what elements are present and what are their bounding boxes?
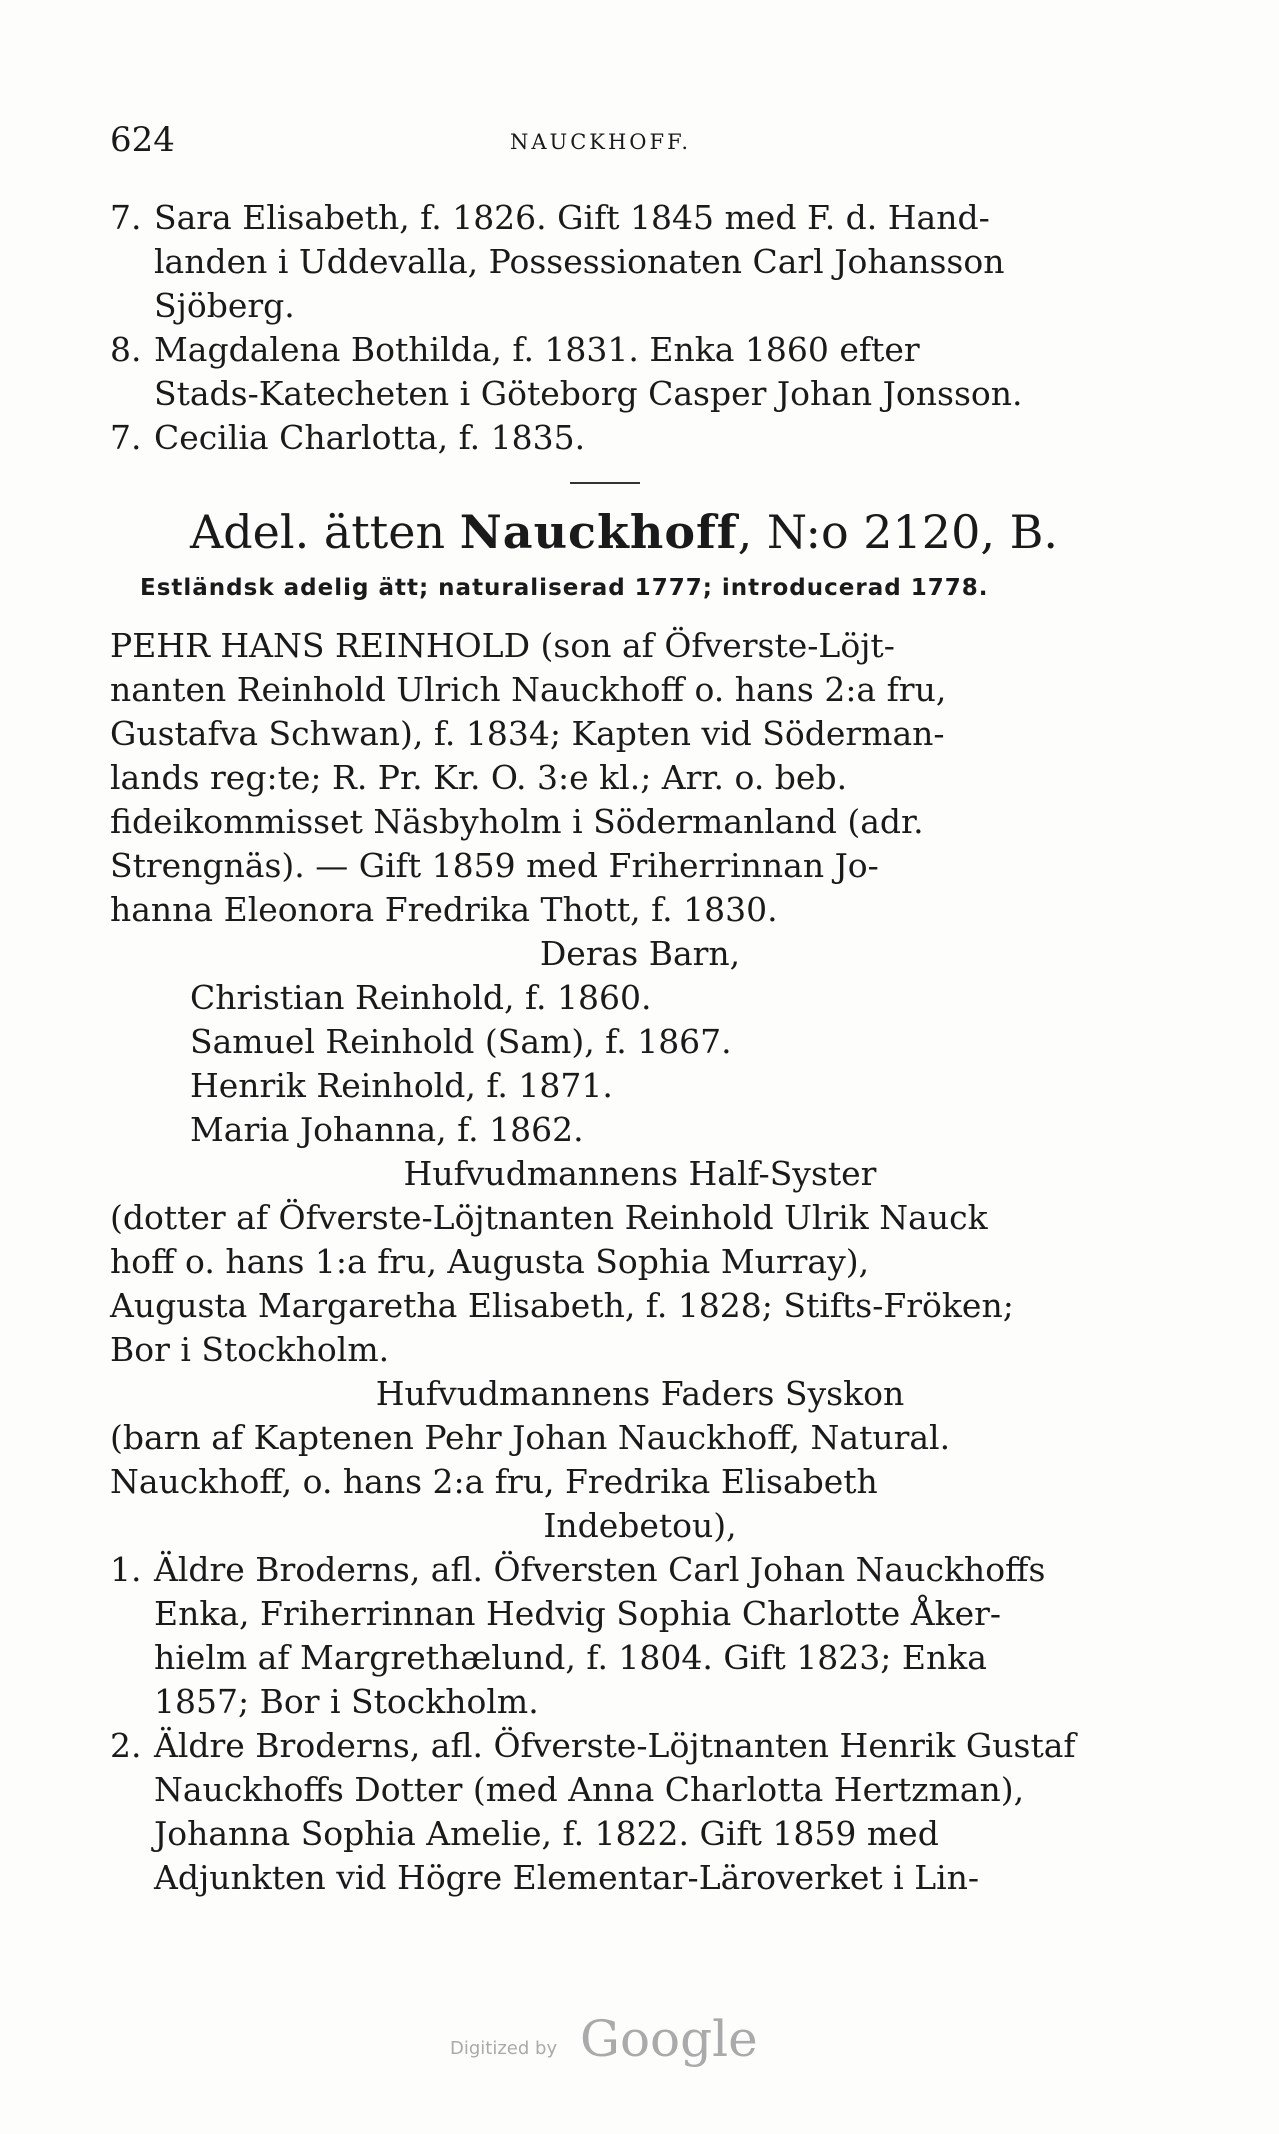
page-content [110, 196, 1170, 1900]
sibling-entry [110, 328, 1170, 416]
entry-line: hielm af Margrethælund, f. 1804. Gift 1823; Enka [154, 1638, 987, 1677]
google-watermark [450, 2010, 830, 2070]
father-sibling-entry [110, 1724, 1170, 1900]
entry-line: Magdalena Bothilda, f. 1831. Enka 1860 efter [154, 330, 920, 369]
family-title-suffix: , N:o 2120, B. [737, 505, 1059, 559]
entry-line: Sjöberg. [154, 286, 295, 325]
sibling-entry [110, 416, 1170, 460]
entry-line: Sara Elisabeth, f. 1826. Gift 1845 med F. d. Hand- [154, 198, 990, 237]
watermark-logo-text: Google [580, 2010, 758, 2068]
father-siblings-heading: Hufvudmannens Faders Syskon [375, 1374, 905, 1413]
bottom-entries [110, 1548, 1170, 1900]
paragraph-line: hanna Eleonora Fredrika Thott, f. 1830. [110, 890, 778, 929]
children-heading: Deras Barn, [539, 934, 741, 973]
child-line: Christian Reinhold, f. 1860. [190, 978, 652, 1017]
paragraph-line: (dotter af Öfverste-Löjtnanten Reinhold Ulrik Nauck [110, 1198, 988, 1237]
child-line: Maria Johanna, f. 1862. [190, 1110, 584, 1149]
page-header [110, 120, 1169, 160]
paragraph-line: PEHR HANS REINHOLD (son af Öfverste-Löjt- [110, 626, 895, 665]
paragraph-line: fideikommisset Näsbyholm i Södermanland (adr. [110, 802, 924, 841]
entry-line: Enka, Friherrinnan Hedvig Sophia Charlotte Åker- [154, 1594, 1002, 1633]
entry-number: 7. [110, 198, 142, 237]
paragraph-line: (barn af Kaptenen Pehr Johan Nauckhoff, Natural. [110, 1418, 951, 1457]
paragraph-line: Strengnäs). — Gift 1859 med Friherrinnan Jo- [110, 846, 879, 885]
family-subtitle: Estländsk adelig ätt; naturaliserad 1777; introducerad 1778. [140, 575, 989, 601]
entry-number: 1. [110, 1550, 142, 1589]
paragraph-line: Indebetou), [543, 1506, 737, 1545]
entry-line: Stads-Katecheten i Göteborg Casper Johan Jonsson. [154, 374, 1023, 413]
entry-line: 1857; Bor i Stockholm. [154, 1682, 539, 1721]
running-title: NAUCKHOFF. [510, 130, 692, 154]
paragraph-line: Bor i Stockholm. [110, 1330, 390, 1369]
child-line: Samuel Reinhold (Sam), f. 1867. [190, 1022, 732, 1061]
paragraph-line: nanten Reinhold Ulrich Nauckhoff o. hans 2:a fru, [110, 670, 947, 709]
half-sister-paragraph [110, 1196, 1170, 1372]
paragraph-line: Augusta Margaretha Elisabeth, f. 1828; Stifts-Fröken; [110, 1286, 1014, 1325]
family-title [190, 502, 1170, 562]
family-title-name: Nauckhoff [459, 505, 738, 559]
paragraph-line: lands reg:te; R. Pr. Kr. O. 3:e kl.; Arr. o. beb. [110, 758, 848, 797]
paragraph-line: Nauckhoff, o. hans 2:a fru, Fredrika Elisabeth [110, 1462, 878, 1501]
section-divider [570, 482, 640, 484]
entry-line: Johanna Sophia Amelie, f. 1822. Gift 1859 med [154, 1814, 939, 1853]
entry-number: 7. [110, 418, 142, 457]
children-list [110, 976, 1170, 1152]
entry-line: Äldre Broderns, afl. Öfverste-Löjtnanten Henrik Gustaf [154, 1726, 1076, 1765]
watermark-small-text: Digitized by [450, 2038, 558, 2059]
entry-line: Adjunkten vid Högre Elementar-Läroverket i Lin- [154, 1858, 980, 1897]
entry-number: 2. [110, 1726, 142, 1765]
head-of-family-paragraph [110, 624, 1170, 932]
sibling-entry [110, 196, 1170, 328]
entry-line: Äldre Broderns, afl. Öfversten Carl Johan Nauckhoffs [154, 1550, 1046, 1589]
father-siblings-paragraph [110, 1416, 1170, 1548]
half-sister-heading: Hufvudmannens Half-Syster [403, 1154, 877, 1193]
entry-line: Cecilia Charlotta, f. 1835. [154, 418, 586, 457]
entry-line: Nauckhoffs Dotter (med Anna Charlotta Hertzman), [154, 1770, 1025, 1809]
paragraph-line: Gustafva Schwan), f. 1834; Kapten vid Söderman- [110, 714, 945, 753]
paragraph-line: hoff o. hans 1:a fru, Augusta Sophia Murray), [110, 1242, 870, 1281]
child-line: Henrik Reinhold, f. 1871. [190, 1066, 613, 1105]
family-title-prefix: Adel. ätten [190, 505, 446, 559]
top-entries [110, 196, 1170, 460]
page-number: 624 [110, 120, 175, 160]
entry-number: 8. [110, 330, 142, 369]
entry-line: landen i Uddevalla, Possessionaten Carl Johansson [154, 242, 1005, 281]
father-sibling-entry [110, 1548, 1170, 1724]
